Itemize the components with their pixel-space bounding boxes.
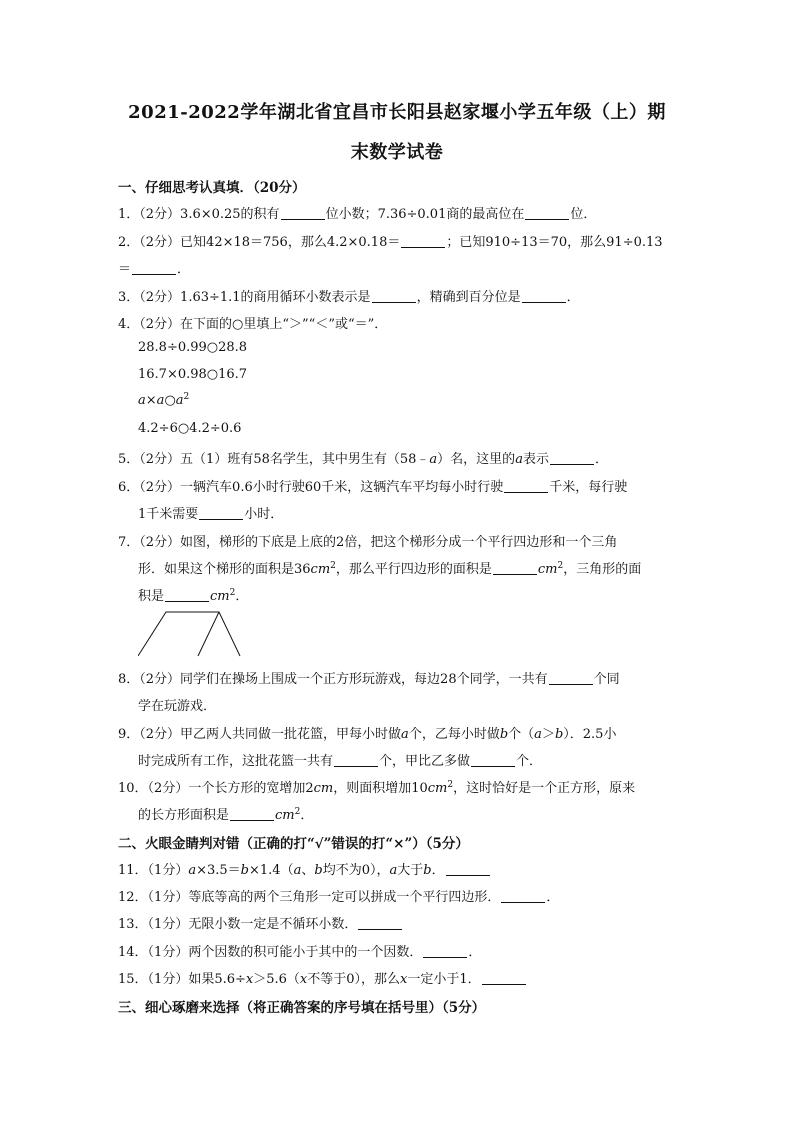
- question-7-cont: [138, 558, 641, 577]
- greater-sign: ＞: [541, 727, 555, 742]
- question-text: ）名，这里的: [437, 452, 516, 467]
- variable-b: b: [423, 863, 432, 878]
- answer-blank[interactable]: [401, 235, 445, 248]
- comparison-row-1: 28.8÷0.99○28.8: [138, 340, 248, 355]
- question-14: [118, 941, 481, 960]
- question-text: 位．: [570, 207, 597, 222]
- question-text: 个，乙每小时做: [408, 727, 500, 742]
- unit-cm: cm: [313, 781, 334, 796]
- page-title-line1: 2021-2022学年湖北省宜昌市长阳县赵家堰小学五年级（上）期: [128, 102, 666, 123]
- question-8-cont: 学在玩游戏．: [138, 699, 217, 714]
- answer-blank[interactable]: [549, 672, 593, 685]
- question-text: ．: [566, 290, 580, 305]
- question-text: 时完成所有工作，这批花篮一共有: [138, 754, 334, 769]
- question-9-cont: [138, 750, 542, 769]
- answer-blank[interactable]: [199, 507, 243, 520]
- section-2-heading: 二、火眼金睛判对错（正确的打“√”错误的打“×”）（5分）: [118, 836, 469, 852]
- unit-cm: cm: [310, 562, 331, 577]
- variable-a: a: [138, 393, 146, 408]
- question-7: 7．（2分）如图，梯形的下底是上底的2倍，把这个梯形分成一个平行四边形和一个三角: [118, 535, 618, 550]
- question-text: 一定小于1．: [407, 972, 481, 987]
- question-text: 9．（2分）甲乙两人共同做一批花篮，甲每小时做: [118, 727, 402, 742]
- question-8: [118, 668, 620, 687]
- question-6-cont: [138, 503, 283, 522]
- question-text: 积是: [138, 589, 165, 604]
- question-text: ，这时恰好是一个正方形，原来: [453, 781, 636, 796]
- question-13: [118, 913, 403, 932]
- variable-a: a: [534, 727, 542, 742]
- exponent: 2: [183, 392, 190, 402]
- unit-cm: cm: [427, 781, 448, 796]
- answer-blank[interactable]: [522, 290, 566, 303]
- answer-blank[interactable]: [281, 207, 325, 220]
- answer-blank[interactable]: [358, 917, 402, 930]
- exponent: 2: [229, 588, 236, 598]
- question-text: ，则面积增加10: [333, 781, 428, 796]
- question-text: 个．: [516, 754, 543, 769]
- times-sign: ×: [145, 393, 157, 408]
- question-7-cont2: 积是 $cm^2$．: [138, 588, 249, 604]
- question-text: 千米，每行驶: [549, 480, 628, 495]
- answer-blank[interactable]: [493, 562, 537, 575]
- question-text: 11．（1分）: [118, 863, 189, 878]
- question-text: 3．（2分）1.63÷1.1的商用循环小数表示是: [118, 290, 371, 305]
- comparison-row-3: [138, 393, 189, 408]
- question-9: [118, 723, 616, 742]
- exponent: 2: [294, 807, 301, 817]
- variable-a: a: [156, 393, 165, 408]
- question-text: ．: [177, 262, 191, 277]
- question-text: ，精确到百分位是: [416, 290, 521, 305]
- question-11: [118, 859, 491, 878]
- question-text: 1．（2分）3.6×0.25的积有: [118, 207, 280, 222]
- variable-x: x: [400, 972, 408, 987]
- variable-b: b: [314, 863, 323, 878]
- question-1: [118, 203, 596, 222]
- question-text: 5．（2分）五（1）班有58名学生，其中男生有（58﹣: [118, 452, 430, 467]
- variable-a: a: [293, 863, 302, 878]
- question-text: 13．（1分）无限小数一定是不循环小数．: [118, 917, 358, 932]
- answer-blank[interactable]: [165, 589, 209, 602]
- question-text: ，三角形的面: [563, 562, 642, 577]
- variable-a: a: [429, 452, 438, 467]
- unit-cm: cm: [275, 808, 295, 823]
- question-text: ×1.4（: [249, 863, 294, 878]
- comparison-row-2: 16.7×0.98○16.7: [138, 367, 248, 382]
- exponent: 2: [557, 561, 564, 571]
- question-text: ．: [594, 452, 608, 467]
- unit-cm: cm: [210, 589, 230, 604]
- question-text: ．: [468, 945, 482, 960]
- question-text: 10．（2分）一个长方形的宽增加2: [118, 781, 314, 796]
- question-text: 14．（1分）两个因数的积可能小于其中的一个因数．: [118, 945, 423, 960]
- question-text: ．: [546, 890, 560, 905]
- answer-blank[interactable]: [501, 890, 545, 903]
- question-text: ×3.5＝: [196, 863, 241, 878]
- question-text: 、: [301, 863, 315, 878]
- section-1-heading: 一、仔细思考认真填．（20分）: [118, 180, 306, 196]
- answer-blank[interactable]: [446, 863, 490, 876]
- question-3: [118, 286, 580, 305]
- question-text: 2．（2分）已知42×18＝756，那么4.2×0.18＝: [118, 235, 401, 250]
- answer-blank[interactable]: [132, 262, 176, 275]
- question-text: 位小数；7.36÷0.01商的最高位在: [325, 207, 525, 222]
- question-5: [118, 448, 608, 467]
- comparison-row-4: 4.2÷6○4.2÷0.6: [138, 421, 242, 436]
- variable-b: b: [499, 727, 509, 742]
- answer-blank[interactable]: [423, 945, 467, 958]
- answer-blank[interactable]: [482, 972, 526, 985]
- variable-b: b: [554, 727, 564, 742]
- question-10-cont: [138, 804, 313, 823]
- question-text: ）．2.5小: [563, 727, 617, 742]
- page-title-line2: 末数学试卷: [350, 142, 444, 163]
- question-text: 个同: [593, 672, 620, 687]
- question-text: 12．（1分）等底等高的两个三角形一定可以拼成一个平行四边形．: [118, 890, 501, 905]
- trapezoid-figure: [138, 610, 248, 658]
- question-text: ；已知910÷13＝70，那么91÷0.13: [446, 235, 663, 250]
- question-text: 8．（2分）同学们在操场上围成一个正方形玩游戏，每边28个同学，一共有: [118, 672, 548, 687]
- section-3-heading: 三、细心琢磨来选择（将正确答案的序号填在括号里）（5分）: [118, 1000, 486, 1016]
- question-text: ．: [300, 808, 314, 823]
- answer-blank[interactable]: [525, 207, 569, 220]
- question-text: ，那么平行四边形的面积是: [335, 562, 492, 577]
- question-text: ．: [431, 863, 445, 878]
- question-text: 的长方形面积是: [138, 808, 230, 823]
- question-2-cont: [118, 258, 190, 277]
- answer-blank[interactable]: [372, 290, 416, 303]
- answer-blank[interactable]: [471, 754, 515, 767]
- variable-x: x: [299, 972, 308, 987]
- variable-a: a: [175, 393, 184, 408]
- exponent: 2: [330, 561, 336, 571]
- variable-x: x: [245, 972, 254, 987]
- question-text: 不等于0），那么: [307, 972, 401, 987]
- question-text: 小时．: [244, 507, 284, 522]
- unit-cm: cm: [537, 562, 558, 577]
- question-text: ＞5.6（: [253, 972, 300, 987]
- answer-blank[interactable]: [230, 808, 274, 821]
- answer-blank[interactable]: [504, 480, 548, 493]
- compare-circle: ○: [164, 393, 176, 408]
- question-text: 形．如果这个梯形的面积是36: [138, 562, 311, 577]
- question-15: [118, 968, 527, 987]
- answer-blank[interactable]: [334, 754, 378, 767]
- variable-a: a: [515, 452, 523, 467]
- exponent: 2: [447, 780, 454, 790]
- question-10: [118, 777, 635, 796]
- question-text: 表示: [522, 452, 549, 467]
- question-12: [118, 886, 559, 905]
- question-text: 大于: [397, 863, 424, 878]
- question-text: ＝: [118, 262, 132, 277]
- question-6: [118, 476, 627, 495]
- variable-a: a: [389, 863, 398, 878]
- question-text: 6．（2分）一辆汽车0.6小时行驶60千米，这辆汽车平均每小时行驶: [118, 480, 504, 495]
- trapezoid-divider: [198, 612, 219, 656]
- variable-a: a: [188, 863, 197, 878]
- question-text: 15．（1分）如果5.6÷: [118, 972, 246, 987]
- variable-a: a: [401, 727, 409, 742]
- variable-b: b: [240, 863, 249, 878]
- trapezoid-outline: [138, 612, 240, 656]
- question-2: [118, 231, 663, 250]
- question-4: 4．（2分）在下面的○里填上“＞”“＜”或“＝”．: [118, 317, 388, 332]
- answer-blank[interactable]: [550, 452, 594, 465]
- question-text: 均不为0），: [322, 863, 390, 878]
- question-text: 个（: [508, 727, 535, 742]
- question-text: 个，甲比乙多做: [379, 754, 471, 769]
- question-text: 1千米需要: [138, 507, 199, 522]
